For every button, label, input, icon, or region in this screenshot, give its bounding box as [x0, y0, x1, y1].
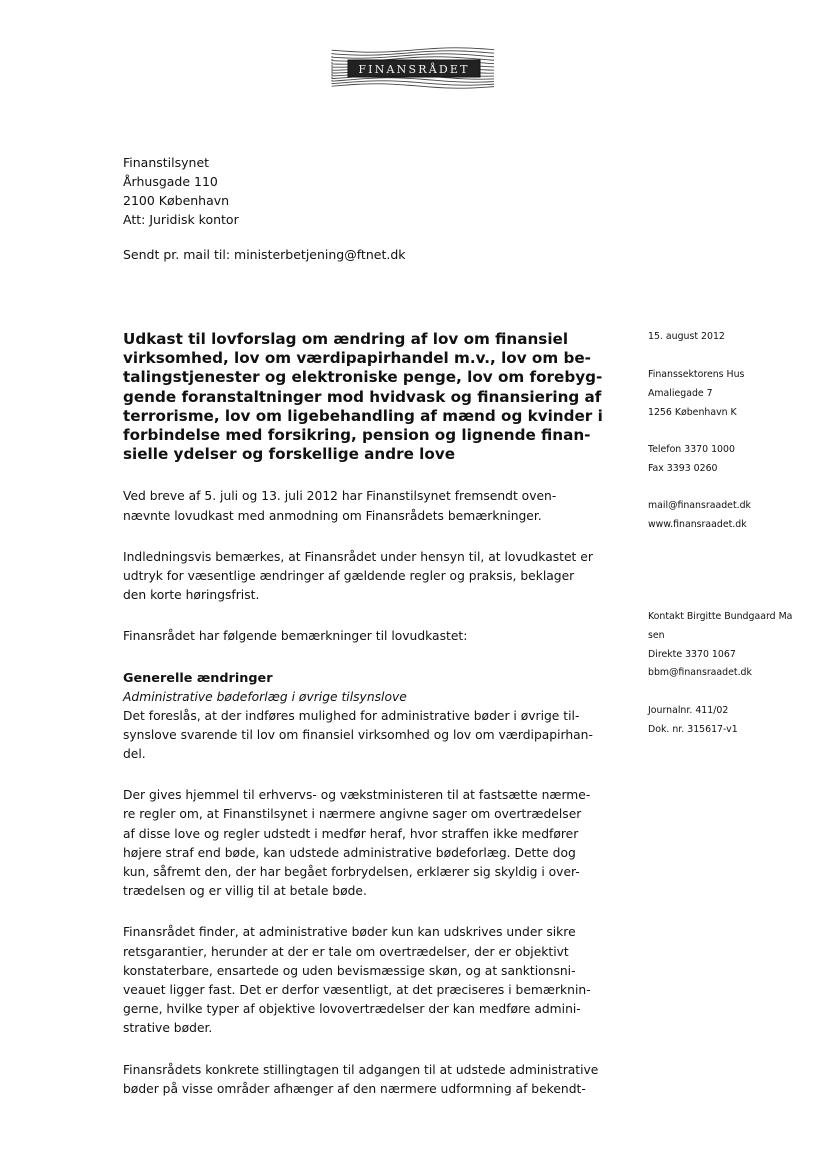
sender-email-link[interactable]: mail@finansraadet.dk	[648, 500, 751, 511]
paragraph-remarks	[123, 627, 613, 646]
letter-date: 15. august 2012	[648, 331, 725, 342]
text-line: retsgarantier, herunder at der er tale om overtrædelser, der er objektivt	[123, 944, 569, 959]
logo-text: FINANSRÅDET	[358, 63, 470, 76]
sidebar-web-block	[648, 497, 823, 535]
sender-fax: Fax 3393 0260	[648, 462, 718, 474]
sidebar-contact-block	[648, 608, 823, 683]
text-line: bøder på visse områder afhænger af den nærmere udformning af bekendt-	[123, 1081, 586, 1096]
text-line: konstaterbare, ensartede og uden bevismæssige skøn, og at sanktionsni-	[123, 963, 576, 978]
text-line: Finansrådet har følgende bemærkninger til lovudkastet:	[123, 629, 468, 644]
section-subheading: Administrative bødeforlæg i øvrige tilsynslove	[123, 689, 407, 704]
sender-city: 1256 København K	[648, 406, 737, 418]
recipient-line: Att: Juridisk kontor	[123, 212, 239, 227]
finansraadet-logo	[330, 46, 498, 90]
sender-org: Finanssektorens Hus	[648, 369, 745, 380]
paragraph-guarantees	[123, 923, 613, 1038]
logo-wave-line	[332, 84, 494, 88]
sidebar-phone-block	[648, 441, 823, 479]
title-line: Udkast til lovforslag om ændring af lov om finansiel	[123, 330, 569, 348]
recipient-line: Finanstilsynet	[123, 155, 210, 170]
paragraph-preliminary	[123, 548, 613, 606]
text-line: Ved breve af 5. juli og 13. juli 2012 har Finanstilsynet fremsendt oven-	[123, 489, 557, 504]
sidebar-reference-block	[648, 702, 823, 740]
text-line: veauet ligger fast. Det er derfor væsentligt, at det præciseres i bemærknin-	[123, 983, 591, 998]
text-line: re regler om, at Finanstilsynet i nærmere angivne sager om overtrædelser	[123, 807, 582, 822]
recipient-address	[123, 153, 239, 229]
title-line: virksomhed, lov om værdipapirhandel m.v., lov om be-	[123, 349, 591, 368]
title-line: talingstjenester og elektroniske penge, lov om forebyg-	[123, 368, 603, 387]
title-line: sielle ydelser og forskellige andre love	[123, 445, 456, 464]
sent-by-mail: Sendt pr. mail til: ministerbetjening@ftnet.dk	[123, 247, 406, 262]
text-line: strative bøder.	[123, 1021, 213, 1036]
text-line: af disse love og regler udstedt i medfør heraf, hvor straffen ikke medfører	[123, 826, 579, 841]
text-line: Det foreslås, at der indføres mulighed for administrative bøder i øvrige til-	[123, 708, 580, 723]
text-line: Finansrådets konkrete stillingtagen til adgangen til at udstede administrative	[123, 1062, 599, 1077]
sender-website-link[interactable]: www.finansraadet.dk	[648, 518, 747, 530]
title-line: forbindelse med forsikring, pension og lignende finan-	[123, 426, 591, 445]
text-line: udtryk for væsentlige ændringer af gældende regler og praksis, beklager	[123, 569, 575, 584]
letter-body	[123, 330, 613, 1121]
contact-person-cont: sen	[648, 629, 665, 641]
contact-email-link[interactable]: bbm@finansraadet.dk	[648, 667, 752, 679]
sender-street: Amaliegade 7	[648, 387, 713, 399]
text-line: gerne, hvilke typer af objektive lovovertrædelser der kan medføre admini-	[123, 1002, 581, 1017]
text-line: højere straf end bøde, kan udstede administrative bødeforlæg. Dette dog	[123, 845, 576, 860]
text-line: synslove svarende til lov om finansiel virksomhed og lov om værdipapirhan-	[123, 727, 593, 742]
text-line: del.	[123, 747, 146, 762]
paragraph-intro	[123, 487, 613, 525]
text-line: Der gives hjemmel til erhvervs- og vækstministeren til at fastsætte nærme-	[123, 788, 591, 803]
paragraph-authority	[123, 786, 613, 901]
contact-person: Kontakt Birgitte Bundgaard Ma	[648, 611, 793, 622]
section-heading: Generelle ændringer	[123, 670, 273, 686]
title-line: gende foranstaltninger mod hvidvask og finansiering af	[123, 387, 602, 406]
title-line: terrorisme, lov om ligebehandling af mænd og kvinder i	[123, 406, 603, 425]
letter-title	[123, 330, 613, 464]
contact-direct-phone: Direkte 3370 1067	[648, 648, 736, 660]
text-line: trædelsen og er villig til at betale bøde.	[123, 884, 367, 899]
text-line: Indledningsvis bemærkes, at Finansrådet under hensyn til, at lovudkastet er	[123, 549, 593, 564]
paragraph-position	[123, 1061, 613, 1099]
text-line: nævnte lovudkast med anmodning om Finansrådets bemærkninger.	[123, 508, 542, 523]
text-line: den korte høringsfrist.	[123, 588, 260, 603]
journal-number: Journalnr. 411/02	[648, 705, 729, 716]
sidebar-address-block	[648, 366, 823, 422]
logo-banner-icon	[330, 46, 498, 90]
paragraph-proposal	[123, 707, 613, 765]
recipient-line: Århusgade 110	[123, 174, 218, 189]
text-line: Finansrådet finder, at administrative bøder kun kan udskrives under sikre	[123, 925, 576, 940]
recipient-line: 2100 København	[123, 193, 230, 208]
text-line: kun, såfremt den, der har begået forbrydelsen, erklærer sig skyldig i over-	[123, 865, 580, 880]
sender-phone: Telefon 3370 1000	[648, 444, 735, 455]
document-number: Dok. nr. 315617-v1	[648, 723, 738, 735]
sidebar-date-block	[648, 328, 823, 347]
